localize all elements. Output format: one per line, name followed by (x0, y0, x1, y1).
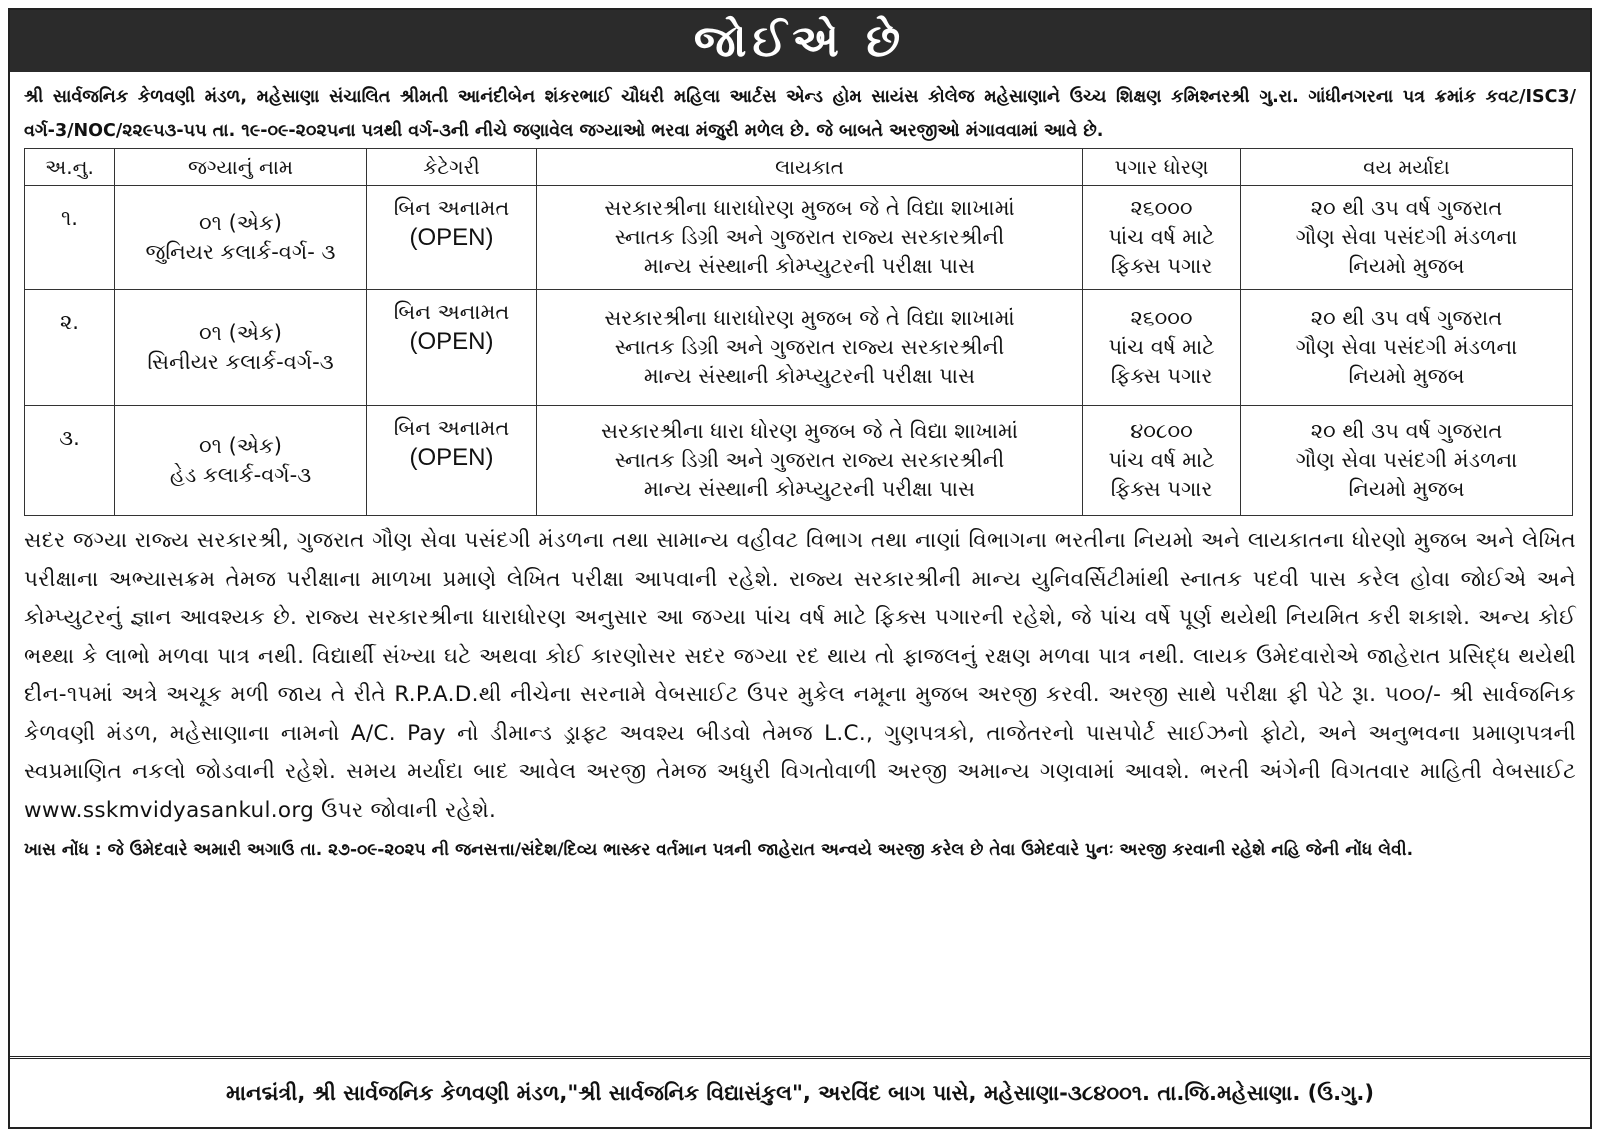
row-qualification-cell (537, 290, 1083, 406)
row-post-name: સિનીયર કલાર્ક-વર્ગ-૩ (147, 349, 334, 374)
row-qualification-line: સરકારશ્રીના ધારાધોરણ મુજબ જે તે વિદ્યા શાખામાં (604, 306, 1015, 330)
row-post-cell (115, 186, 367, 290)
row-pay-term: પાંચ વર્ષ માટે (1108, 335, 1215, 359)
advertisement-page (8, 8, 1592, 1129)
vacancy-table (24, 148, 1573, 516)
row-category-cell (367, 186, 537, 290)
header-serial: અ.નુ. (25, 149, 115, 186)
row-age-line: ગૌણ સેવા પસંદગી મંડળના (1295, 225, 1518, 249)
row-post-name: હેડ કલાર્ક-વર્ગ-૩ (169, 462, 312, 487)
row-pay-cell (1083, 186, 1241, 290)
header-qualification: લાયકાત (537, 149, 1083, 186)
row-age-cell (1241, 186, 1573, 290)
row-age-cell (1241, 406, 1573, 516)
row-age-line: નિયમો મુજબ (1348, 364, 1465, 388)
row-age-line: ૨૦ થી ૩૫ વર્ષ ગુજરાત (1310, 306, 1503, 330)
row-post-count: ૦૧ (એક) (199, 320, 282, 345)
table-header-row (25, 149, 1573, 186)
row-age-line: નિયમો મુજબ (1348, 254, 1465, 278)
row-pay-term: પાંચ વર્ષ માટે (1108, 448, 1215, 472)
row-age-line: ૨૦ થી ૩૫ વર્ષ ગુજરાત (1310, 419, 1503, 443)
row-age-line: ૨૦ થી ૩૫ વર્ષ ગુજરાત (1310, 196, 1503, 220)
header-age-limit: વય મર્યાદા (1241, 149, 1573, 186)
banner-heading: જોઈએ છે (10, 10, 1590, 72)
row-qualification-line: સ્નાતક ડિગ્રી અને ગુજરાત રાજ્ય સરકારશ્રીની (614, 448, 1005, 472)
row-qualification-line: માન્ય સંસ્થાની કોમ્પ્યુટરની પરીક્ષા પાસ (643, 364, 976, 388)
header-pay-scale: પગાર ધોરણ (1083, 149, 1241, 186)
row-serial: ૧. (25, 186, 115, 290)
special-note: ખાસ નોંધ : જે ઉમેદવારે અમારી અગાઉ તા. ૨૭-૦૯-૨૦૨૫ ની જનસત્તા/સંદેશ/દિવ્ય ભાસ્કર વર્તમાન પત્રની જાહેરાત અન્વયે અરજી કરેલ છે તેવા ઉમેદવારે પુનઃ અરજી કરવાની રહેશે નહિ જેની નોંધ લેવી. (24, 840, 1414, 860)
row-age-line: નિયમો મુજબ (1348, 477, 1465, 501)
row-pay-type: ફિક્સ પગાર (1110, 254, 1213, 278)
header-post-name: જગ્યાનું નામ (115, 149, 367, 186)
table-row (25, 406, 1573, 516)
footer-address: માનદ્મંત્રી, શ્રી સાર્વજનિક કેળવણી મંડળ,"શ્રી સાર્વજનિક વિદ્યાસંકુલ", અરવિંદ બાગ પાસે, મહેસાણા-૩૮૪૦૦૧. તા.જિ.મહેસાણા. (ઉ.ગુ.) (10, 1056, 1590, 1127)
row-qualification-line: સરકારશ્રીના ધારા ધોરણ મુજબ જે તે વિદ્યા શાખામાં (600, 419, 1019, 443)
row-category-cell (367, 406, 537, 516)
row-qualification-line: માન્ય સંસ્થાની કોમ્પ્યુટરની પરીક્ષા પાસ (643, 477, 976, 501)
row-qualification-cell (537, 406, 1083, 516)
row-pay-amount: ૨૬૦૦૦ (1130, 306, 1193, 330)
row-qualification-line: સરકારશ્રીના ધારાધોરણ મુજબ જે તે વિદ્યા શાખામાં (604, 196, 1015, 220)
row-qualification-cell (537, 186, 1083, 290)
row-pay-cell (1083, 290, 1241, 406)
row-post-count: ૦૧ (એક) (199, 210, 282, 235)
row-pay-term: પાંચ વર્ષ માટે (1108, 225, 1215, 249)
header-category: કેટેગરી (367, 149, 537, 186)
row-category-code: (OPEN) (409, 328, 494, 355)
row-pay-type: ફિક્સ પગાર (1110, 477, 1213, 501)
row-category: બિન અનામત (393, 416, 510, 440)
row-category: બિન અનામત (393, 196, 510, 220)
row-qualification-line: સ્નાતક ડિગ્રી અને ગુજરાત રાજ્ય સરકારશ્રીની (614, 225, 1005, 249)
row-age-cell (1241, 290, 1573, 406)
row-category: બિન અનામત (393, 300, 510, 324)
row-age-line: ગૌણ સેવા પસંદગી મંડળના (1295, 335, 1518, 359)
row-post-name: જુનિયર કલાર્ક-વર્ગ- ૩ (145, 239, 336, 264)
table-row (25, 186, 1573, 290)
intro-paragraph: શ્રી સાર્વજનિક કેળવણી મંડળ, મહેસાણા સંચાલિત શ્રીમતી આનંદીબેન શંકરભાઈ ચૌધરી મહિલા આર્ટસ એન્ડ હોમ સાયંસ કોલેજ મહેસાણાને ઉચ્ચ શિક્ષણ કમિશ્નરશ્રી ગુ.રા. ગાંધીનગરના પત્ર ક્રમાંક કવટ/ISC3/વર્ગ-3/NOC/૨૨૯૫૩-૫૫ તા. ૧૯-૦૯-૨૦૨૫ના પત્રથી વર્ગ-૩ની નીચે જણાવેલ જગ્યાઓ ભરવા મંજુરી મળેલ છે. જે બાબતે અરજીઓ મંગાવવામાં આવે છે. (24, 87, 1576, 141)
row-category-code: (OPEN) (409, 224, 494, 251)
row-post-count: ૦૧ (એક) (199, 433, 282, 458)
row-category-code: (OPEN) (409, 444, 494, 471)
row-serial: ૩. (25, 406, 115, 516)
row-pay-cell (1083, 406, 1241, 516)
row-serial: ૨. (25, 290, 115, 406)
row-pay-amount: ૨૬૦૦૦ (1130, 196, 1193, 220)
row-post-cell (115, 406, 367, 516)
row-post-cell (115, 290, 367, 406)
row-pay-type: ફિક્સ પગાર (1110, 364, 1213, 388)
row-qualification-line: માન્ય સંસ્થાની કોમ્પ્યુટરની પરીક્ષા પાસ (643, 254, 976, 278)
row-pay-amount: ૪૦૮૦૦ (1130, 419, 1193, 443)
row-qualification-line: સ્નાતક ડિગ્રી અને ગુજરાત રાજ્ય સરકારશ્રીની (614, 335, 1005, 359)
table-row (25, 290, 1573, 406)
row-category-cell (367, 290, 537, 406)
terms-paragraph: સદર જગ્યા રાજ્ય સરકારશ્રી, ગુજરાત ગૌણ સેવા પસંદગી મંડળના તથા સામાન્ય વહીવટ વિભાગ તથા નાણાં વિભાગના ભરતીના નિયમો અને લાયકાતના ધોરણો મુજબ અને લેખિત પરીક્ષાના અભ્યાસક્રમ તેમજ પરીક્ષાના માળખા પ્રમાણે લેખિત પરીક્ષા આપવાની રહેશે. રાજ્ય સરકારશ્રીની માન્ય યુનિવર્સિટીમાંથી સ્નાતક પદવી પાસ કરેલ હોવા જોઈએ અને કોમ્પ્યુટરનું જ્ઞાન આવશ્યક છે. રાજ્ય સરકારશ્રીના ધારાધોરણ અનુસાર આ જગ્યા પાંચ વર્ષ માટે ફિક્સ પગારની રહેશે, જે પાંચ વર્ષે પૂર્ણ થયેથી નિયમિત કરી શકાશે. અન્ય કોઈ ભથ્થા કે લાભો મળવા પાત્ર નથી. વિદ્યાર્થી સંખ્યા ઘટે અથવા કોઈ કારણોસર સદર જગ્યા રદ થાય તો ફાજલનું રક્ષણ મળવા પાત્ર નથી. લાયક ઉમેદવારોએ જાહેરાત પ્રસિદ્ધ થયેથી દીન-૧૫માં અત્રે અચૂક મળી જાય તે રીતે R.P.A.D.થી નીચેના સરનામે વેબસાઈટ ઉપર મુકેલ નમૂના મુજબ અરજી કરવી. અરજી સાથે પરીક્ષા ફી પેટે રૂા. ૫૦૦/- શ્રી સાર્વજનિક કેળવણી મંડળ, મહેસાણાના નામનો A/C. Pay નો ડીમાન્ડ ડ્રાફ્ટ અવશ્ય બીડવો તેમજ L.C., ગુણપત્રકો, તાજેતરનો પાસપોર્ટ સાઈઝનો ફોટો, અને અનુભવના પ્રમાણપત્રની સ્વપ્રમાણિત નકલો જોડવાની રહેશે. સમય મર્યાદા બાદ આવેલ અરજી તેમજ અધુરી વિગતોવાળી અરજી અમાન્ય ગણવામાં આવશે. ભરતી અંગેની વિગતવાર માહિતી વેબસાઈટ www.sskmvidyasankul.org ઉપર જોવાની રહેશે. (24, 528, 1577, 823)
row-age-line: ગૌણ સેવા પસંદગી મંડળના (1295, 448, 1518, 472)
